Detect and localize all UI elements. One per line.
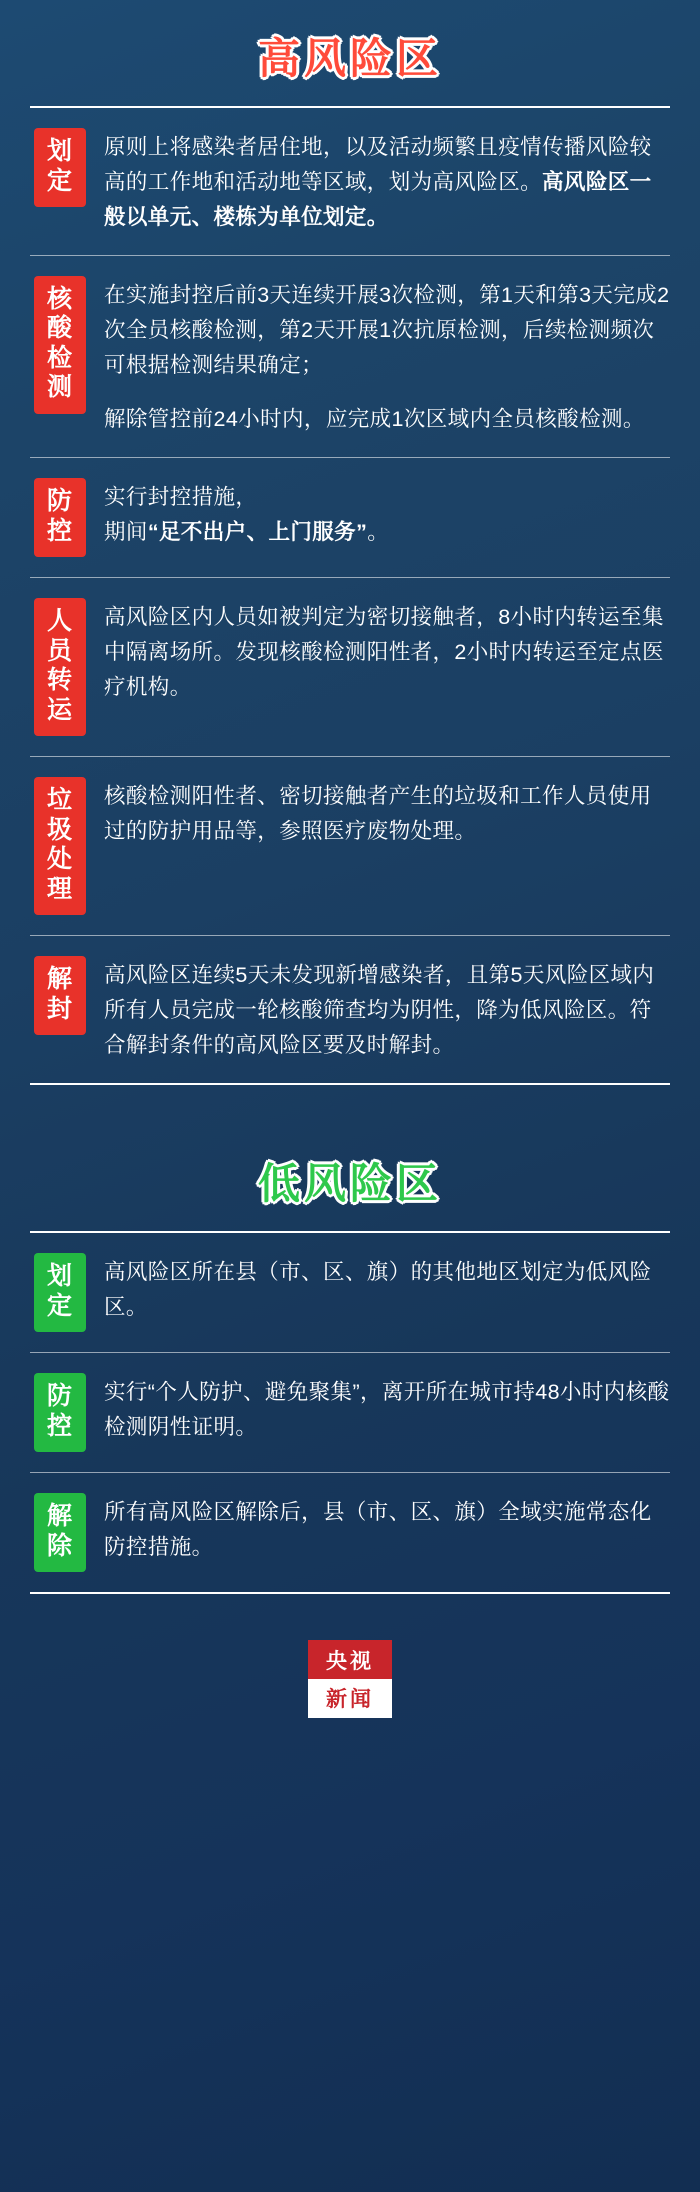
rule-paragraph: 实行封控措施， 期间“足不出户、上门服务”。	[104, 485, 390, 545]
rule-tag: 核 酸 检 测	[34, 276, 86, 414]
footer	[30, 1594, 670, 1762]
section-title-low-risk: 低风险区	[257, 1159, 442, 1207]
rule-body	[104, 478, 670, 550]
rule-row	[30, 1233, 670, 1353]
rule-body	[104, 598, 670, 704]
rule-row	[30, 256, 670, 458]
rule-tag: 解 除	[34, 1493, 86, 1572]
rule-tag: 人 员 转 运	[34, 598, 86, 736]
rule-row	[30, 108, 670, 255]
rule-list-low-risk	[30, 1231, 670, 1594]
rule-paragraph: 实行“个人防护、避免聚集”，离开所在城市持48小时内核酸检测阴性证明。	[104, 1380, 670, 1439]
rule-row	[30, 1473, 670, 1594]
rule-paragraph: 解除管控前24小时内，应完成1次区域内全员核酸检测。	[104, 407, 645, 432]
rule-paragraph: 原则上将感染者居住地，以及活动频繁且疫情传播风险较高的工作地和活动地等区域，划为高风险区。高风险区一般以单元、楼栋为单位划定。	[104, 135, 652, 230]
rule-paragraph: 所有高风险区解除后，县（市、区、旗）全域实施常态化防控措施。	[104, 1500, 652, 1559]
rule-body	[104, 777, 670, 849]
rule-emphasis: “足不出户、上门服务”	[147, 520, 368, 545]
rule-tag: 解 封	[34, 956, 86, 1035]
rule-body	[104, 276, 670, 437]
rule-tag: 防 控	[34, 478, 86, 557]
logo-bottom-text: 新闻	[308, 1679, 392, 1718]
rule-body	[104, 956, 670, 1062]
rule-body	[104, 1493, 670, 1565]
rule-row	[30, 936, 670, 1084]
rule-row	[30, 578, 670, 757]
section-high-risk	[30, 0, 670, 1085]
rule-paragraph: 高风险区连续5天未发现新增感染者，且第5天风险区域内所有人员完成一轮核酸筛查均为阴性，降为低风险区。符合解封条件的高风险区要及时解封。	[104, 963, 655, 1057]
rule-paragraph: 高风险区内人员如被判定为密切接触者，8小时内转运至集中隔离场所。发现核酸检测阳性者，2小时内转运至定点医疗机构。	[104, 605, 664, 699]
rule-body	[104, 1253, 670, 1325]
rule-row	[30, 1353, 670, 1473]
rule-paragraph: 核酸检测阳性者、密切接触者产生的垃圾和工作人员使用过的防护用品等，参照医疗废物处理。	[104, 784, 652, 844]
rule-tag: 垃 圾 处 理	[34, 777, 86, 915]
rule-body	[104, 128, 670, 234]
rule-paragraph: 在实施封控后前3天连续开展3次检测，第1天和第3天完成2次全员核酸检测，第2天开展1次抗原检测，后续检测频次可根据检测结果确定；	[104, 282, 670, 377]
rule-tag: 防 控	[34, 1373, 86, 1452]
rule-list-high-risk	[30, 106, 670, 1084]
logo-top-text: 央视	[308, 1640, 392, 1679]
section-title-high-risk: 高风险区	[257, 35, 442, 82]
rule-tag: 划 定	[34, 1253, 86, 1332]
rule-row	[30, 757, 670, 936]
rule-row	[30, 458, 670, 578]
rule-tag: 划 定	[34, 128, 86, 207]
cctv-news-logo	[308, 1640, 392, 1718]
section-low-risk	[30, 1119, 670, 1594]
section-divider-space	[30, 1085, 670, 1119]
rule-body	[104, 1373, 670, 1445]
rule-emphasis: 高风险区一般以单元、楼栋为单位划定。	[104, 170, 652, 230]
rule-paragraph: 高风险区所在县（市、区、旗）的其他地区划定为低风险区。	[104, 1260, 652, 1319]
